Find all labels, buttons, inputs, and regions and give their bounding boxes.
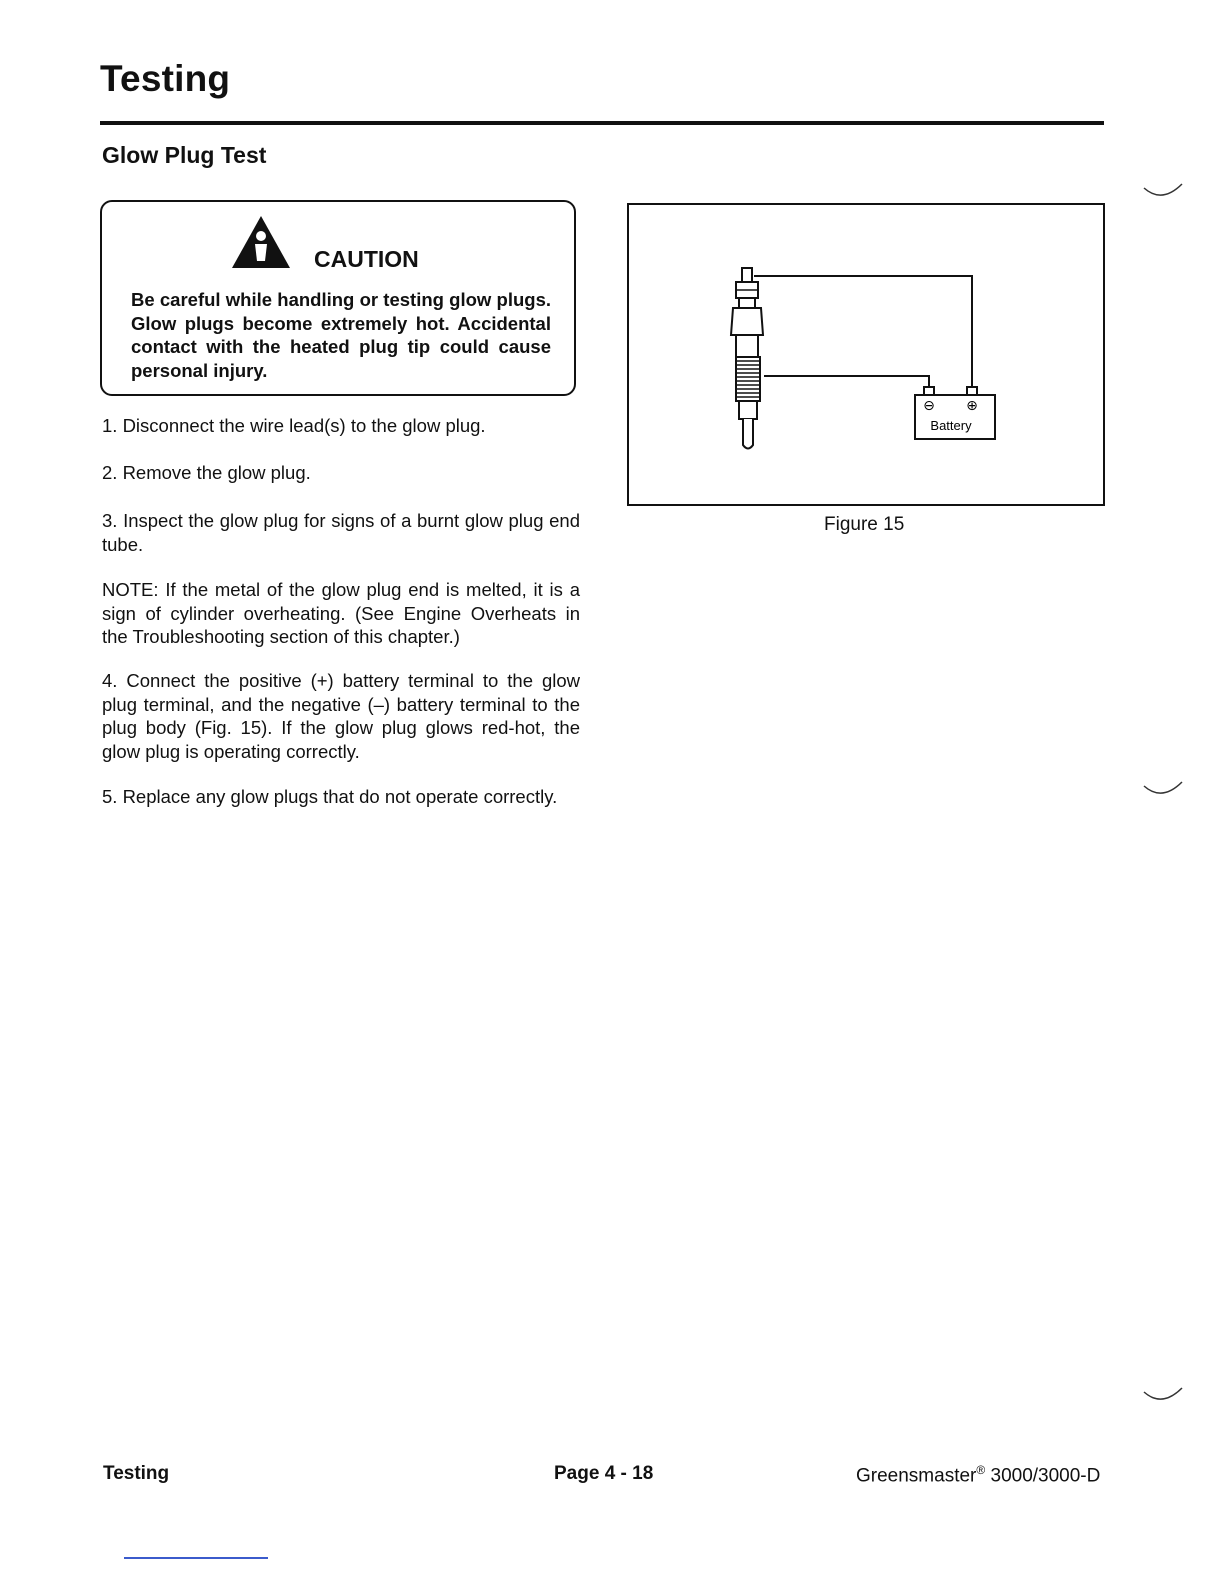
figure-caption: Figure 15	[824, 514, 905, 535]
step-1: 1. Disconnect the wire lead(s) to the glow plug.	[102, 415, 486, 436]
footer-product-name	[856, 1463, 1100, 1487]
battery-icon	[915, 387, 995, 439]
footer-brand: Greensmaster	[856, 1465, 977, 1487]
step-2: 2. Remove the glow plug.	[102, 462, 311, 483]
footer-model: 3000/3000-D	[985, 1465, 1101, 1487]
caution-text: Be careful while handling or testing glow plugs. Glow plugs become extremely hot. Accidental contact with the heated plug tip could cause personal injury.	[131, 289, 551, 381]
caution-box	[100, 200, 576, 396]
glow-plug-wiring-diagram	[629, 205, 1103, 504]
positive-terminal-symbol: ⊕	[966, 398, 978, 414]
note-paragraph: NOTE: If the metal of the glow plug end is melted, it is a sign of cylinder overheating. (See Engine Overheats in the Troubleshooting section of this chapter.)	[102, 579, 580, 647]
margin-mark-bottom	[1140, 1384, 1190, 1414]
warning-triangle-icon	[230, 214, 292, 270]
header-rule	[100, 121, 1104, 125]
margin-mark-middle	[1140, 778, 1190, 808]
glow-plug-icon	[731, 268, 763, 449]
section-title: Glow Plug Test	[102, 142, 267, 168]
caution-heading: CAUTION	[314, 246, 419, 272]
footer-section-name: Testing	[103, 1463, 170, 1484]
registered-mark: ®	[976, 1463, 986, 1477]
margin-mark-top	[1140, 180, 1190, 210]
bottom-blue-rule	[124, 1557, 268, 1559]
step-5: 5. Replace any glow plugs that do not operate correctly.	[102, 786, 558, 807]
page-header-title: Testing	[100, 58, 231, 99]
figure-frame	[627, 203, 1105, 506]
footer-page-number: Page 4 - 18	[554, 1463, 654, 1484]
step-4: 4. Connect the positive (+) battery terminal to the glow plug terminal, and the negative (–) battery terminal to the plug body (Fig. 15). If the glow plug glows red-hot, the glow plug is operating correctly.	[102, 670, 580, 762]
battery-label: Battery	[930, 418, 972, 433]
step-3: 3. Inspect the glow plug for signs of a burnt glow plug end tube.	[102, 510, 580, 555]
negative-terminal-symbol: ⊖	[923, 398, 935, 414]
